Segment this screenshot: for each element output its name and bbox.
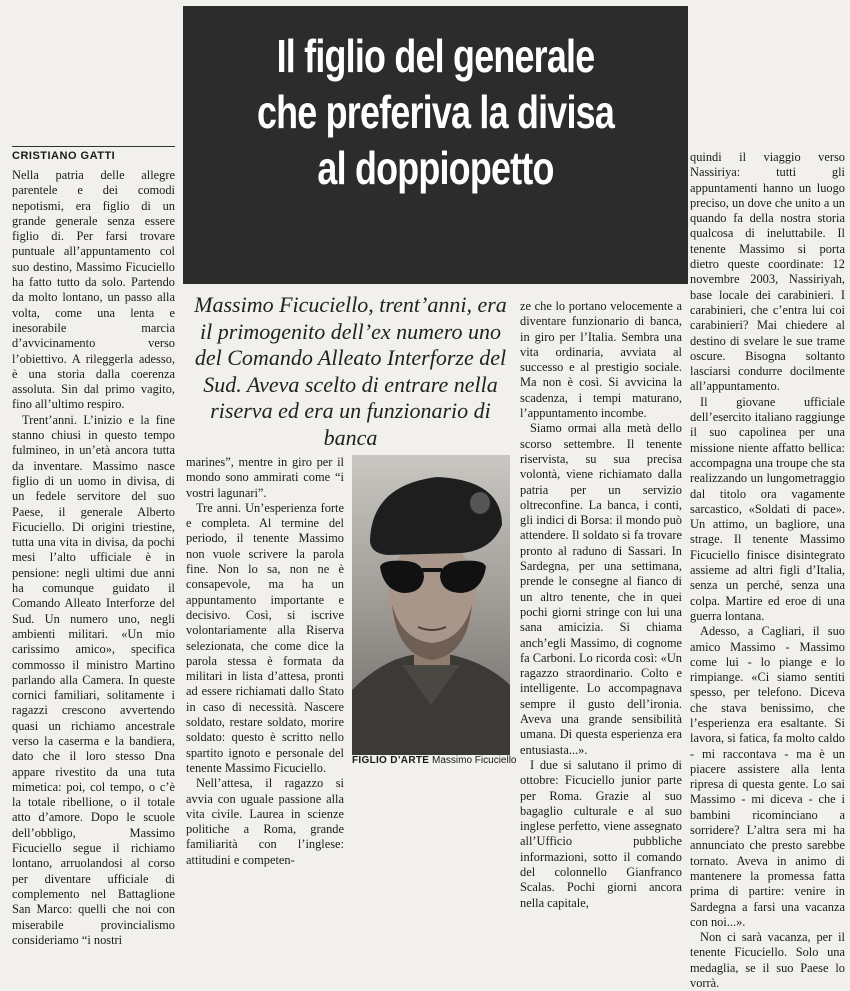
caption-name: Massimo Ficuciello xyxy=(432,755,517,766)
subheadline: Massimo Ficuciello, trent’anni, era il primogenito dell’ex numero uno del Comando Alleato Interforze del Sud. Aveva scelto di entrare nella riserva ed era un funzionario di banca xyxy=(194,292,507,450)
portrait-photo xyxy=(352,455,510,755)
paragraph: Trent’anni. L’inizio e la fine stanno chiusi in questo tempo fulmineo, in un’età ancora tutta da inventare. Massimo nasce figlio di un uomo in divisa, di un fedele servitore del suo Paese, il generale Alberto Ficuciello. Di origini triestine, tutta una vita in divisa, da pochi mesi l’alto ufficiale è in pensione: negli ultimi due anni ha comunque guidato il Comando Alleato Interforze del Sud. Un numero uno, negli ambienti militari. «Un mio carissimo amico», specifica commosso il ministro Martino parlando alla Camera. In queste cornici familiari, solitamente i ragazzi crescono avvertendo quasi un richiamo ancestrale verso la caserma e la bandiera, dato che il loro stesso Dna appare rivestito da una tuta mimetica: poi, col tempo, o c’è la totale ribellione, o il totale atto d’amore. Dopo le scuole dell’obbligo, Massimo Ficuciello segue il richiamo lontano, arruolandosi al corso per diventare ufficiale di complemento nel Battaglione San Marco: quelli che noi con miserabile provincialismo consideriamo “i nostri xyxy=(12,412,175,947)
headline-line-2: che preferiva la divisa xyxy=(256,86,615,138)
paragraph: quindi il viaggio verso Nassiriya: tutti gli appuntamenti hanno un luogo preciso, un dove che unito a un quando fa della nostra storia qualcosa di ineluttabile. Il tenente Massimo si porta dietro queste coordinate: 12 novembre 2003, Nassiriyah, base locale dei carabinieri. I carabinieri, che c’entra lui coi carabinieri? Mai chiedere al destino di svelare le sue trame oscure. Bisogna soltanto lasciarsi condurre docilmente all’appuntamento. xyxy=(690,150,845,394)
article-column-4 xyxy=(690,150,845,991)
portrait-illustration xyxy=(352,455,510,755)
headline xyxy=(183,6,688,284)
paragraph: Il giovane ufficiale dell’esercito italiano raggiunge il suo capolinea per una missione niente affatto bellica: accompagna una troupe che sta realizzando un lungometraggio dal titolo ora vagamente sarcastico, «Soldati di pace». Un attimo, un bagliore, una strage. Il tenente Massimo Ficuciello finisce disintegrato assieme ad altri figli d’Italia, senza un perché, senza una colpa. Martire ed eroe di una guerra lontana. xyxy=(690,394,845,623)
paragraph: Tre anni. Un’esperienza forte e completa. Al termine del periodo, il tenente Massimo non vuole scrivere la parola fine. Non lo sa, non ne è consapevole, ma ha un appuntamento importante e decisivo. Così, si iscrive volontariamente alla Riserva selezionata, che come dice la parola stessa è formata da militari in lista d’attesa, pronti ad essere richiamati dallo Stato in caso di necessità. Nascere soldato, restare soldato, morire soldato: questo è scritto nello spartito ignoto e personale del tenente Massimo Ficuciello. xyxy=(186,500,344,775)
headline-line-1: Il figlio del generale xyxy=(276,30,595,82)
paragraph: Nella patria delle allegre parentele e dei comodi nepotismi, era figlio di un grande generale senza essere figlio di. Per farsi trovare puntuale all’appuntamento col suo destino, Massimo Ficuciello ha fatto tutto da solo. Partendo da molto lontano, un passo alla volta, come una lenta e inesorabile marcia d’avvicinamento verso l’obiettivo. A rileggerla adesso, è una storia dalla coerenza assoluta. Sin dal primo vagito, fino all’ultimo respiro. xyxy=(12,168,175,412)
article-column-2 xyxy=(186,455,344,867)
headline-line-3: al doppiopetto xyxy=(317,142,554,194)
paragraph: Nell’attesa, il ragazzo si avvia con uguale passione alla vita civile. Laurea in scienze politiche a Roma, grande familiarità con l’inglese: attitudini e competen- xyxy=(186,776,344,867)
paragraph: I due si salutano il primo di ottobre: Ficuciello junior parte per Roma. Grazie al suo bagaglio culturale e al suo inglese perfetto, viene assegnato all’Ufficio pubbliche informazioni, sotto il comando del colonnello Gianfranco Scalas. Pochi giorni ancora nella capitale, xyxy=(520,757,682,910)
byline: CRISTIANO GATTI xyxy=(12,146,175,162)
article-column-3 xyxy=(520,299,682,910)
caption-label: FIGLIO D’ARTE xyxy=(352,755,430,766)
paragraph: Non ci sarà vacanza, per il tenente Ficuciello. Solo una medaglia, se il suo Paese lo vorrà. xyxy=(690,930,845,991)
paragraph: ze che lo portano velocemente a diventare funzionario di banca, in giro per l’Italia. Sembra una vita ordinaria, avviata al successo e al prestigio sociale. Ma non è così. Si avvicina la scadenza, i tempi maturano, l’appuntamento incombe. xyxy=(520,299,682,421)
paragraph: Siamo ormai alla metà dello scorso settembre. Il tenente riservista, su sua precisa volontà, viene richiamato dalla patria per un servizio oltreconfine. La banca, i conti, gli indici di Borsa: il mondo può attendere. Il soldato si fa trovare pronto al raduno di Sassari. In Sardegna, per una settimana, prende le consegne al fianco di un altro tenente, che in quei pochi giorni stringe con lui una sana amicizia. Si chiama anch’egli Massimo, di cognome fa Carboni. Lo ricorda così: «Un ragazzo straordinario. Colto e intelligente. Lo accompagnava sempre il gusto dell’ironia. Aveva una grande sensibilità umana. Di questa esperienza era entusiasta...». xyxy=(520,421,682,757)
paragraph: Adesso, a Cagliari, il suo amico Massimo - Massimo come lui - lo piange e lo rimpiange. «Ci siamo sentiti spesso, per telefono. Diceva che stava benissimo, che l’esperienza era esaltante. Si lavora, si fatica, fa molto caldo - mi raccontava - ma è un piacere assistere alla lenta ripresa di questa gente. Lo sai Massimo - mi diceva - che i bambini ricominciano a sorridere? L’altra sera mi ha annunciato che presto sarebbe tornato. Aveva in animo di mantenere la promessa fatta prima di partire: venire in Sardegna a farsi una vacanza con noi...». xyxy=(690,624,845,929)
paragraph: marines”, mentre in giro per il mondo sono ammirati come “i vostri lagunari”. xyxy=(186,455,344,500)
photo-caption xyxy=(352,755,517,767)
article-column-1 xyxy=(12,168,175,947)
